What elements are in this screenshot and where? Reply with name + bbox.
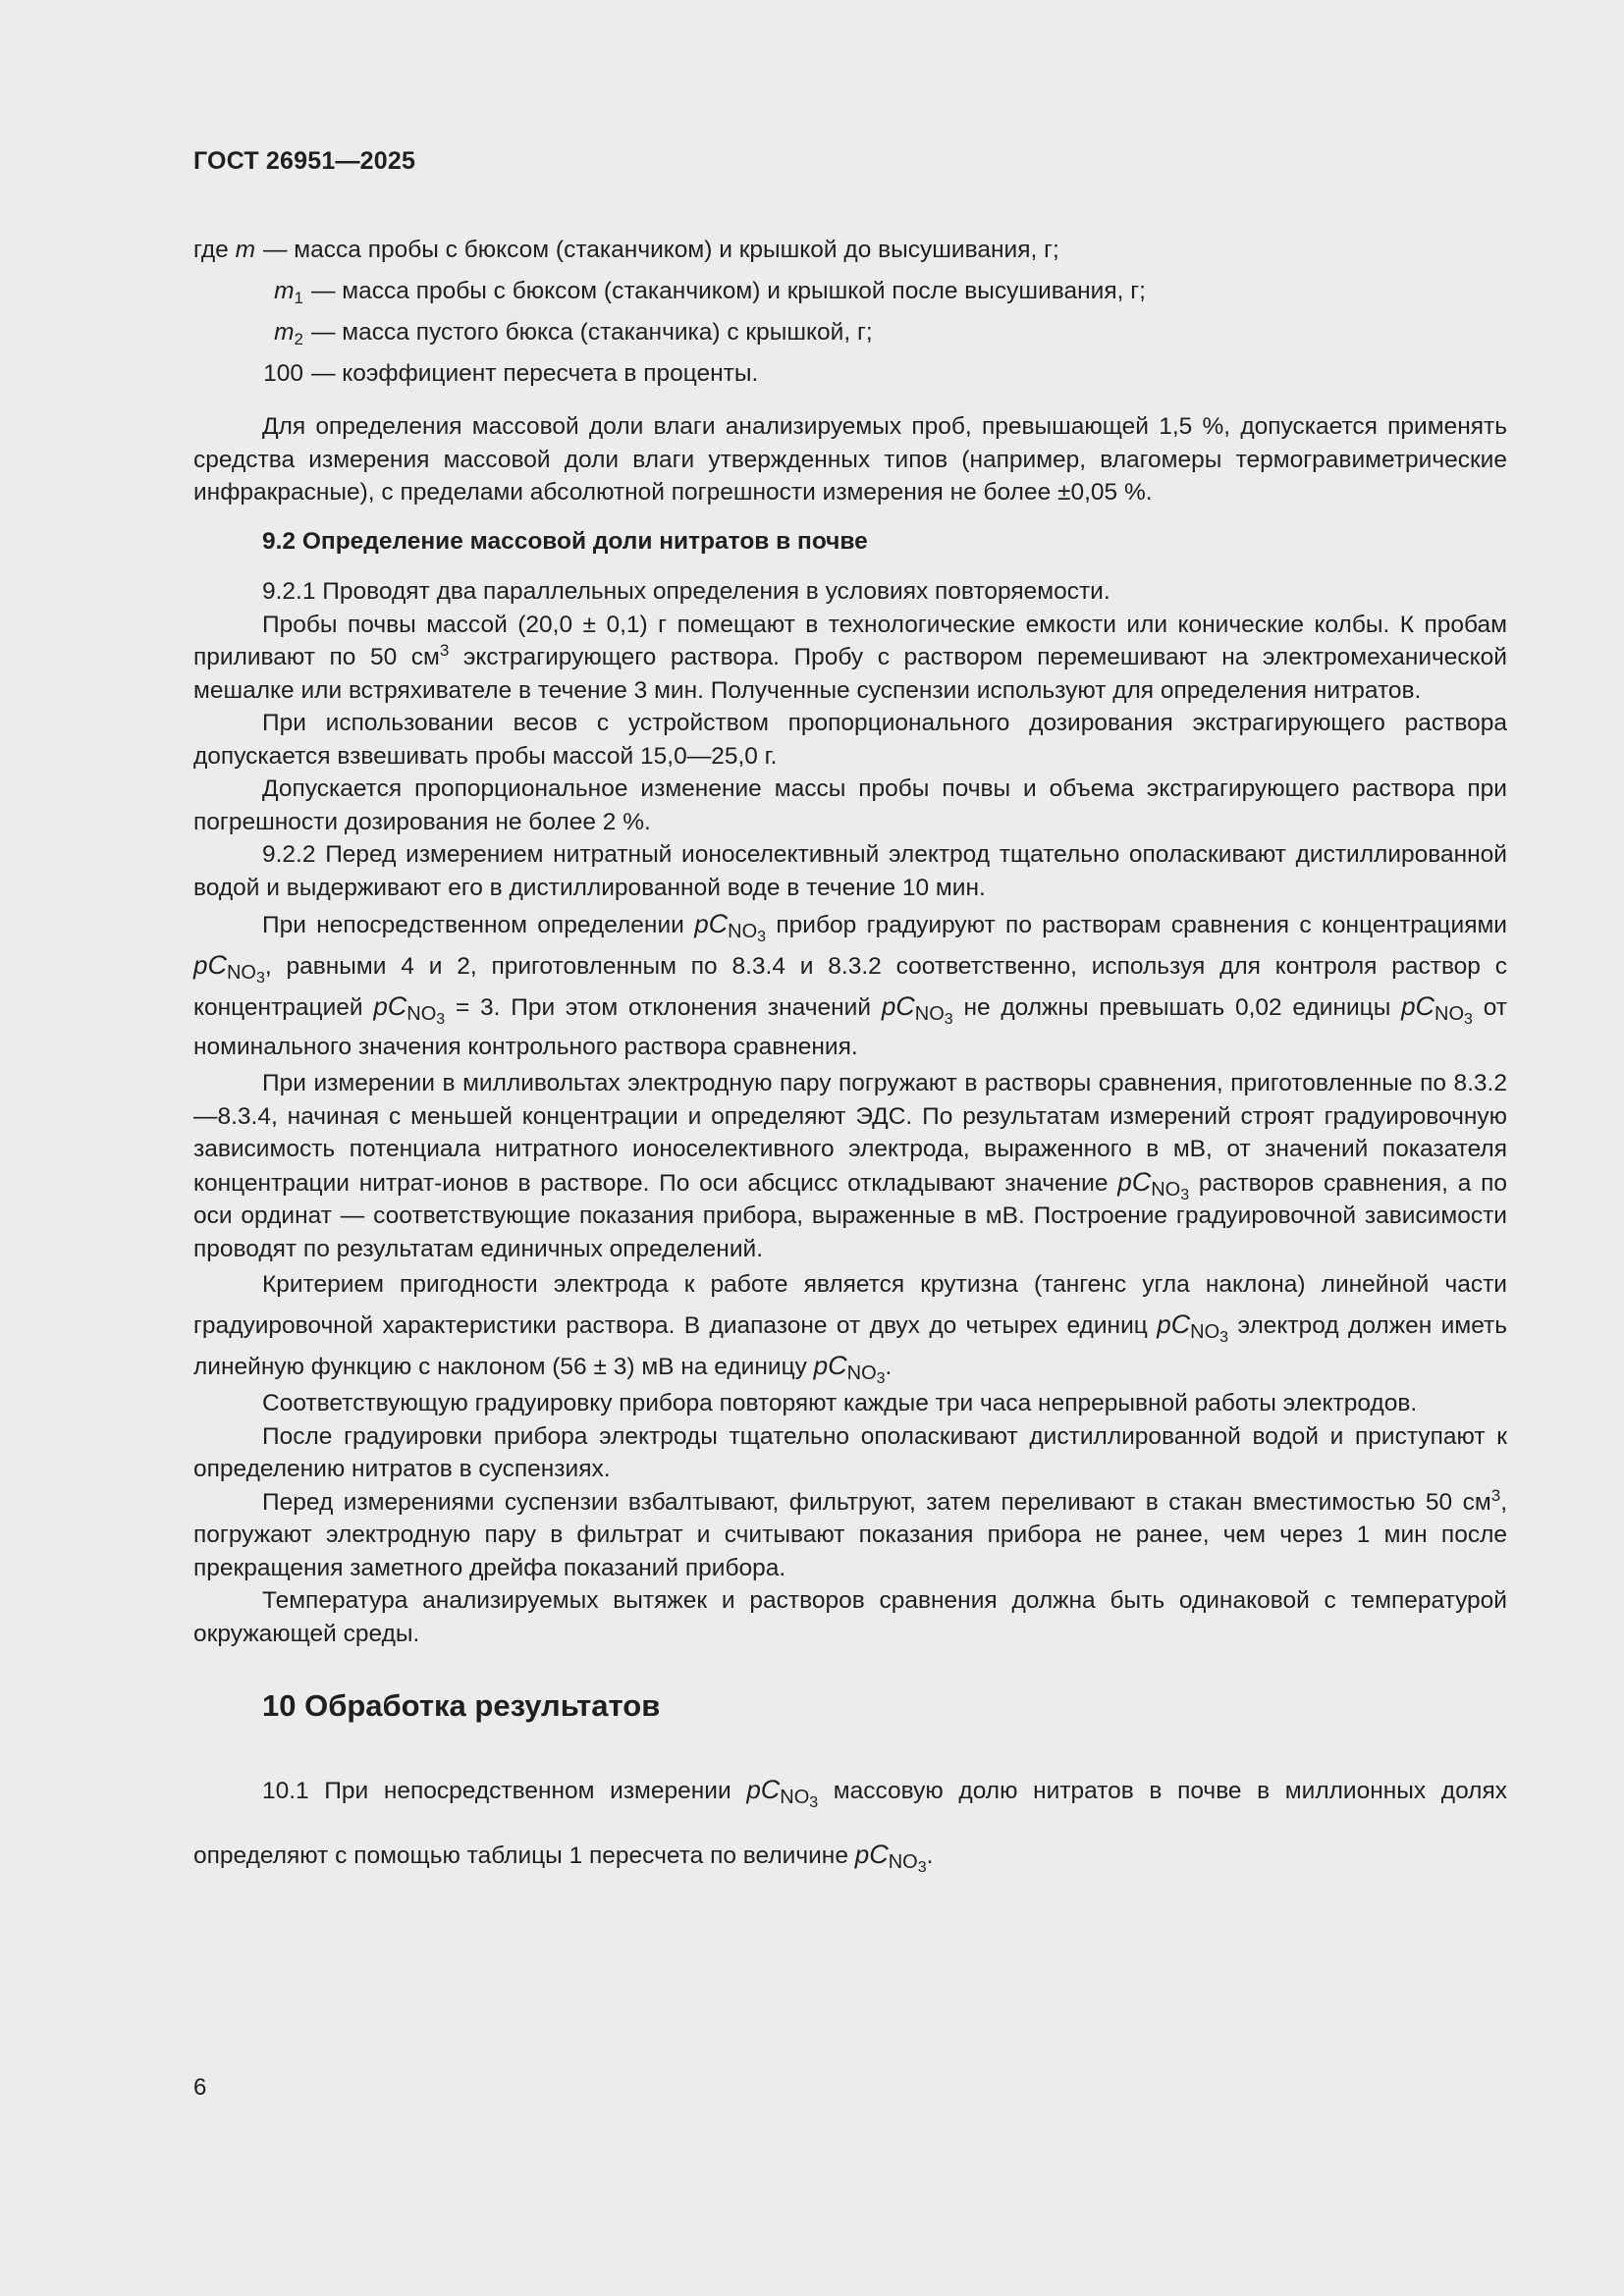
formula-subscript: NO3: [1151, 1178, 1190, 1203]
formula-pc-no3: [881, 991, 953, 1028]
paragraph-millivolts: [193, 1067, 1507, 1265]
legend-symbol-cell: [193, 316, 303, 349]
legend-row: [193, 316, 1507, 357]
formula-p: p: [746, 1774, 761, 1804]
formula-pc-no3: [1401, 991, 1473, 1028]
formula-p: p: [854, 1839, 870, 1869]
formula-subscript: NO3: [888, 1850, 927, 1876]
formula-pc-no3: [1117, 1166, 1190, 1203]
formula-pc-no3: [813, 1351, 886, 1387]
formula-subscript: NO3: [1435, 1003, 1473, 1028]
legend-symbol-subscript: 2: [294, 330, 303, 348]
formula-subscript: NO3: [226, 962, 265, 987]
legend-definition: — масса пробы с бюксом (стаканчиком) и крышкой после высушивания, г;: [311, 278, 1146, 304]
legend-definition: — масса пустого бюкса (стаканчика) с крышкой, г;: [311, 319, 873, 346]
legend-symbol: 100: [263, 360, 303, 387]
formula-c: C: [1131, 1166, 1152, 1197]
paragraph-criterion: [193, 1265, 1507, 1387]
formula-c: C: [387, 991, 407, 1021]
paragraph-proportional: Допускается пропорциональное изменение массы пробы почвы и объема экстрагирующего раствора при погрешности дозирования не более 2 %.: [193, 775, 1507, 835]
formula-pc-no3: [854, 1839, 927, 1876]
formula-sub-subscript: 3: [436, 1011, 446, 1028]
paragraph-repeat: Соответствующую градуировку прибора повторяют каждые три часа непрерывной работы электродов.: [262, 1390, 1418, 1416]
formula-sub-subscript: 3: [1219, 1329, 1229, 1346]
formula-pc-no3: [193, 950, 265, 987]
legend-symbol: m: [274, 319, 295, 346]
text-span: 10.1 При непосредственном измерении: [262, 1777, 747, 1804]
formula-p: p: [813, 1351, 829, 1380]
legend-symbol-cell: [193, 275, 303, 308]
text-span: , равными 4 и 2, приготовленным по 8.3.4 и 8.3.2 соответственно, используя для контроля раствор с концентрацией: [193, 953, 1507, 1021]
formula-subscript: NO3: [914, 1003, 953, 1028]
variable-legend: [193, 234, 1507, 399]
text-span: , погружают электродную пару в фильтрат и считывают показания прибора не ранее, чем через 1 мин после прекращения заметного дрейфа показаний прибора.: [193, 1488, 1507, 1581]
formula-sub-subscript: 3: [1464, 1011, 1473, 1028]
formula-pc-no3: [746, 1774, 819, 1811]
formula-subscript: NO3: [728, 921, 767, 945]
formula-pc-no3: [1157, 1309, 1229, 1346]
paragraph-samples: [193, 609, 1507, 708]
formula-p: p: [1401, 991, 1416, 1021]
text-span: .: [926, 1842, 934, 1869]
text-span: массовую долю нитратов в почве в миллионных долях определяют с помощью таблицы 1 пересчета по величине: [193, 1777, 1507, 1869]
formula-c: C: [1170, 1309, 1191, 1339]
text-span: экстрагирующего раствора. Пробу с раствором перемешивают на электромеханической мешалке или встряхивателе в течение 3 мин. Полученные суспензии используют для определения нитратов.: [193, 644, 1507, 704]
paragraph-before-measurement: [193, 1486, 1507, 1585]
formula-sub-subscript: 3: [809, 1793, 819, 1811]
document-body: [193, 234, 1507, 1888]
formula-p: p: [1117, 1166, 1132, 1197]
text-span: растворов сравнения, а по оси ординат — соответствующие показания прибора, выраженные в мВ. Построение градуировочной зависимости проводят по результатам единичных определений.: [193, 1169, 1507, 1262]
formula-subscript: NO3: [780, 1786, 819, 1811]
section-heading-9-2: 9.2 Определение массовой доли нитратов в почве: [262, 527, 868, 555]
legend-prefix: где: [193, 237, 229, 263]
formula-sub-subscript: 3: [757, 929, 767, 945]
formula-c: C: [708, 909, 729, 938]
paragraph-10-1: [193, 1758, 1507, 1888]
superscript: 3: [439, 641, 450, 660]
text-span: Пробы почвы массой (20,0 ± 0,1) г помещают в технологические емкости или конические колбы. К пробам приливают по 50 см: [193, 611, 1507, 670]
paragraph-moisture: Для определения массовой доли влаги анализируемых проб, превышающей 1,5 %, допускается применять средства измерения массовой доли влаги утвержденных типов (например, влагомеры термогравиметрические инфракрасные), с пределами абсолютной погрешности измерения не более ±0,05 %.: [193, 413, 1507, 506]
paragraph-after-calibration: После градуировки прибора электроды тщательно ополаскивают дистиллированной водой и приступают к определению нитратов в суспензиях.: [193, 1422, 1507, 1482]
superscript: 3: [1490, 1485, 1501, 1505]
text-span: Критерием пригодности электрода к работе является крутизна (тангенс угла наклона) линейной части градуировочной характеристики раствора. В диапазоне от двух до четырех единиц: [193, 1271, 1507, 1339]
formula-p: p: [373, 991, 388, 1021]
legend-symbol: m: [235, 237, 255, 263]
legend-symbol: m: [274, 278, 295, 304]
formula-sub-subscript: 3: [917, 1858, 927, 1876]
text-span: Перед измерениями суспензии взбалтывают, фильтруют, затем переливают в стакан вместимостью 50 см: [262, 1488, 1491, 1516]
section-heading-10: 10 Обработка результатов: [262, 1688, 661, 1723]
formula-sub-subscript: 3: [1180, 1186, 1190, 1203]
formula-sub-subscript: 3: [876, 1370, 886, 1387]
formula-subscript: NO3: [846, 1362, 886, 1387]
text-span: от номинального значения контрольного раствора сравнения.: [193, 994, 1508, 1060]
formula-c: C: [828, 1351, 847, 1380]
formula-p: p: [1157, 1309, 1171, 1339]
text-span: не должны превышать 0,02 единицы: [952, 994, 1402, 1021]
formula-p: p: [881, 991, 896, 1021]
paragraph-9-2-1: 9.2.1 Проводят два параллельных определения в условиях повторяемости.: [262, 578, 1110, 605]
paragraph-temperature: Температура анализируемых вытяжек и растворов сравнения должна быть одинаковой с температурой окружающей среды.: [193, 1587, 1507, 1647]
paragraph-scales: При использовании весов с устройством пропорционального дозирования экстрагирующего раствора допускается взвешивать пробы массой 15,0—25,0 г.: [193, 710, 1507, 770]
text-span: .: [885, 1354, 893, 1380]
legend-row: [193, 275, 1507, 316]
paragraph-9-2-2: 9.2.2 Перед измерением нитратный ионоселективный электрод тщательно ополаскивают дистиллированной водой и выдерживают его в дистиллированной воде в течение 10 мин.: [193, 841, 1507, 901]
legend-row: [193, 357, 1507, 399]
formula-sub-subscript: 3: [255, 970, 265, 987]
formula-c: C: [760, 1774, 781, 1804]
page-number: 6: [193, 2074, 207, 2101]
paragraph-direct-determination: [193, 904, 1507, 1067]
legend-row: [193, 234, 1507, 275]
text-span: При непосредственном определении: [262, 912, 695, 938]
formula-pc-no3: [373, 991, 446, 1028]
formula-c: C: [1415, 991, 1435, 1021]
text-span: = 3. При этом отклонения значений: [445, 994, 882, 1021]
formula-sub-subscript: 3: [944, 1011, 953, 1028]
legend-symbol-cell: [193, 357, 303, 391]
formula-subscript: NO3: [1190, 1321, 1229, 1346]
text-span: прибор градуируют по растворам сравнения с концентрациями: [766, 912, 1507, 938]
formula-c: C: [869, 1839, 889, 1869]
text-span: электрод должен иметь линейную функцию с наклоном (56 ± 3) мВ на единицу: [193, 1312, 1507, 1380]
formula-p: p: [694, 909, 709, 938]
formula-c: C: [207, 950, 227, 980]
formula-c: C: [895, 991, 915, 1021]
formula-subscript: NO3: [406, 1003, 446, 1028]
text-span: При измерении в милливольтах электродную пару погружают в растворы сравнения, приготовленные по 8.3.2—8.3.4, начиная с меньшей концентрации и определяют ЭДС. По результатам измерений строят градуировочную зависимость потенциала нитратного ионоселективного электрода, выраженного в мВ, от значений показателя концентрации нитрат-ионов в растворе. По оси абсцисс откладывают значение: [193, 1070, 1507, 1197]
legend-symbol-subscript: 1: [294, 289, 303, 307]
formula-pc-no3: [694, 909, 767, 945]
legend-definition: — коэффициент пересчета в проценты.: [311, 360, 759, 387]
formula-p: p: [193, 950, 208, 980]
legend-definition: — масса пробы с бюксом (стаканчиком) и крышкой до высушивания, г;: [263, 237, 1059, 263]
document-header: ГОСТ 26951—2025: [193, 147, 416, 175]
